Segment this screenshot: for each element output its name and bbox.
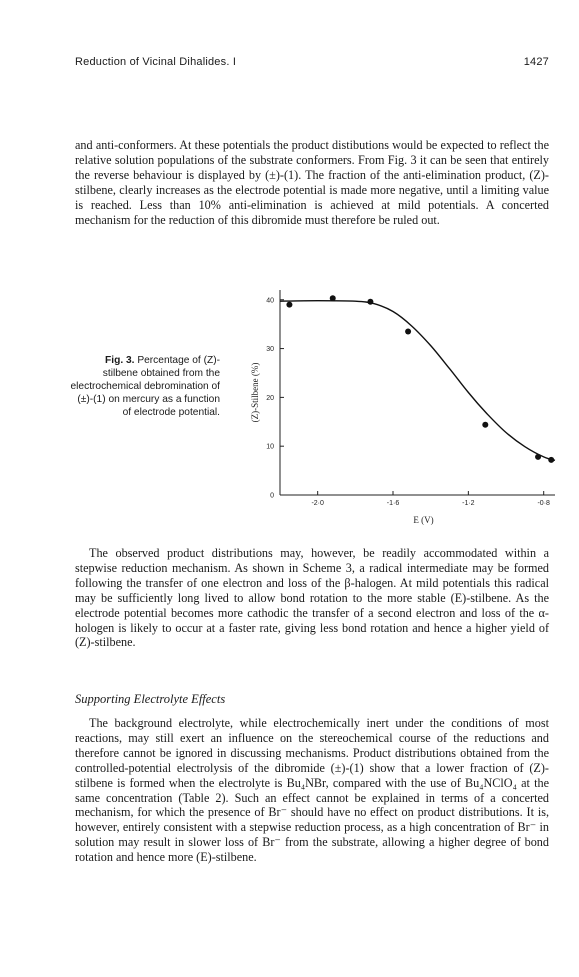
y-tick-label: 20 — [266, 394, 274, 402]
data-point — [405, 328, 411, 334]
paragraph-3: The background electrolyte, while electrochemically inert under the conditions of most reactions, may still exert an influence on the stereochemical course of the reductions and therefore cannot be ignored in discussing mechanisms. Product distributions obtained from the controlled-potential electrolysis of the dibromide (±)-(1) show that a lower fraction of (Z)-stilbene is formed when the electrolyte is Bu₄NBr, compared with the use of Bu₄NClO₄ at the same concentration (Table 2). Such an effect cannot be explained in terms of a concerted mechanism, for which the presence of Br⁻ should have no effect on product distributions. It is, however, entirely consistent with a stepwise reduction process, as a high concentration of Br⁻ in solution may result in slower loss of Br⁻ from the substrate, allowing a higher degree of bond rotation and hence more (E)-stilbene. — [75, 716, 549, 865]
figure-caption-text: Percentage of (Z)-stilbene obtained from the electrochemical debromination of (±)-(1) on mercury as a function of electrode potential. — [70, 355, 220, 418]
figure-label: Fig. 3. — [105, 355, 135, 366]
x-tick-label: -1·2 — [462, 500, 475, 507]
data-point — [286, 302, 292, 308]
y-tick-label: 40 — [266, 297, 274, 305]
y-tick-label: 0 — [270, 492, 274, 500]
y-tick-label: 10 — [266, 443, 274, 451]
x-tick-label: -0·8 — [537, 500, 550, 507]
x-axis-label: E (V) — [413, 515, 434, 525]
data-point — [482, 422, 488, 428]
y-tick-label: 30 — [266, 346, 274, 354]
page-number: 1427 — [523, 56, 549, 68]
data-point — [330, 295, 336, 301]
paragraph-1: and anti-conformers. At these potentials the product distibutions would be expected to reflect the relative solution populations of the substrate conformers. From Fig. 3 it can be seen that entirely the reverse behaviour is displayed by (±)-(1). The fraction of the anti-elimination product, (Z)-stilbene, clearly increases as the electrode potential is made more negative, until a limiting value is reached. Less than 10% anti-elimination is achieved at mild potentials. A concerted mechanism for the reduction of this dibromide must therefore be ruled out. — [75, 138, 549, 227]
figure-3-chart — [240, 285, 560, 530]
running-header — [75, 56, 549, 72]
section-heading: Supporting Electrolyte Effects — [75, 692, 226, 706]
running-title: Reduction of Vicinal Dihalides. I — [75, 56, 237, 68]
y-axis-label: (Z)-Stilbene (%) — [250, 362, 260, 423]
x-tick-label: -1·6 — [386, 500, 400, 507]
data-point — [367, 299, 373, 305]
fit-curve — [280, 301, 555, 461]
paragraph-2: The observed product distributions may, however, be readily accommodated within a stepwise reduction mechanism. As shown in Scheme 3, a radical intermediate may be formed following the transfer of one electron and loss of the β-halogen. At mild potentials this radical may be sufficiently long lived to allow bond rotation to the more stable (E)-stilbene. As the electrode potential becomes more cathodic the transfer of a second electron and loss of the α-hologen is likely to occur at a faster rate, giving less bond rotation and hence a higher yield of (Z)-stilbene. — [75, 546, 549, 650]
data-point — [548, 457, 554, 463]
figure-caption — [70, 355, 220, 420]
data-point — [535, 454, 541, 460]
x-tick-label: -2·0 — [311, 500, 324, 507]
